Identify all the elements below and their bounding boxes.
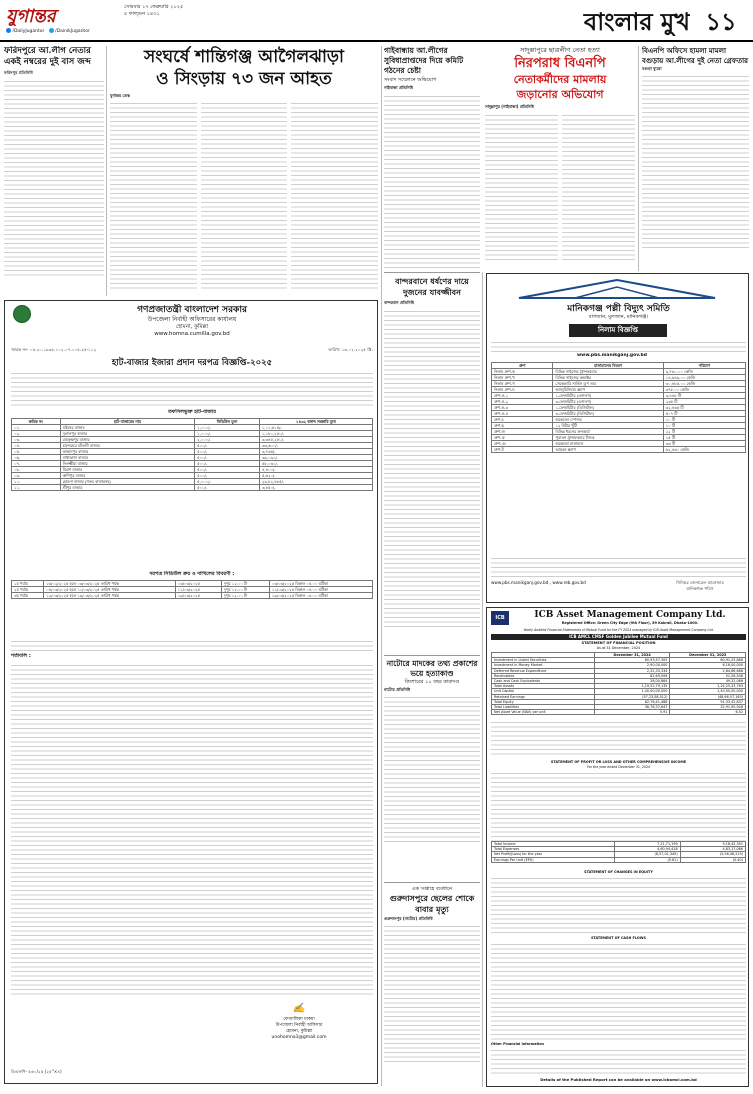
masthead bbox=[0, 0, 753, 44]
table-header: December 31, 2024 bbox=[594, 653, 670, 658]
table-cell: নিলাম গ্রুপ-ক bbox=[492, 369, 553, 375]
story-kicker: সাদুল্লাপুরে ছাত্রলীগ নেতা হত্যা bbox=[520, 46, 600, 54]
table-cell: গ্রুপ-ঙ-২ bbox=[492, 399, 553, 405]
table-cell: গ্রুপ-ঙ-৪ bbox=[492, 411, 553, 417]
table-cell: 2,90,00,000 bbox=[594, 663, 670, 668]
table-cell: নিলাম গ্রুপ-খ bbox=[492, 375, 553, 381]
cf-body bbox=[491, 942, 746, 1040]
story-sadullapur bbox=[485, 46, 635, 271]
table-cell: গ্রুপ-ঞ bbox=[492, 441, 553, 447]
table-cell: নিলাম গ্রুপ-ঘ bbox=[492, 387, 553, 393]
pl-body bbox=[491, 771, 746, 841]
table-row bbox=[12, 485, 373, 491]
table-cell: দুলালপুর বাজার bbox=[60, 431, 195, 437]
schedule-title: দরপত্র সিডিউল ক্রয় ও দাখিলের বিবরণী : bbox=[149, 571, 235, 577]
table-cell: Investment in Money Market bbox=[492, 663, 595, 668]
tender-office: উপজেলা নির্বাহী অফিসারের কার্যালয় bbox=[147, 316, 237, 323]
signature-mark: ✍ bbox=[292, 1003, 306, 1014]
table-cell: মহিষের বাজার bbox=[60, 425, 195, 431]
table-cell: ৩য় পর্যায় bbox=[12, 593, 44, 599]
table-cell: 28,00,864 bbox=[594, 679, 670, 684]
pbs-auction-notice bbox=[486, 273, 749, 603]
table-cell: ১০. bbox=[12, 479, 61, 485]
table-cell: ১১. bbox=[12, 485, 61, 491]
table-row bbox=[492, 857, 746, 862]
icb-fund: ICB AMCL CMSF Golden Jubilee Mutual Fund bbox=[491, 634, 746, 640]
table-cell: ০৫. bbox=[12, 449, 61, 455]
table-row bbox=[12, 581, 373, 587]
tender-website[interactable]: www.homna.cumilla.gov.bd bbox=[154, 331, 230, 337]
table-row bbox=[12, 587, 373, 593]
table-cell: ১১/০৩/২০২৫ বিকাল ০৪.০০ ঘটিকা bbox=[269, 587, 372, 593]
table-header: মালামালের বিবরণ bbox=[553, 363, 663, 369]
table-cell: গ্রুপ-ট bbox=[492, 447, 553, 453]
table-cell: ৩০,৪৮৫.০০ কেজি bbox=[663, 381, 745, 387]
conditions-title: শর্তাবলি : bbox=[11, 653, 31, 659]
twitter-icon bbox=[49, 28, 54, 33]
table-cell: 91,33,42,837 bbox=[670, 699, 746, 704]
table-cell: Total Liabilities bbox=[492, 705, 595, 710]
table-cell: ১ম পর্যায় bbox=[12, 581, 44, 587]
table-cell: ৩,৪৪৮ টি bbox=[663, 393, 745, 399]
other-info-body bbox=[491, 1048, 746, 1074]
table-cell: ৫০০/- bbox=[195, 485, 260, 491]
main-headline-line1: সংঘর্ষে শান্তিগঞ্জ আগৈলঝাড়া bbox=[144, 47, 344, 67]
icb-financial-statement bbox=[486, 607, 749, 1087]
story-headline: ফরিদপুরে আ.লীগ নেতার একই নম্বরের দুই বাস জব্দ bbox=[4, 46, 91, 67]
tender-date: তারিখ: ১৩.০২.২০২৫ খ্রি. bbox=[328, 347, 373, 352]
newspaper-logo: যুগান্তর bbox=[6, 6, 56, 26]
table-cell: Net Asset Value (NAV) per unit bbox=[492, 710, 595, 715]
table-cell: ০৩. bbox=[12, 437, 61, 443]
icb-name: ICB Asset Management Company Ltd. bbox=[534, 610, 726, 620]
table-cell: 2,84,66,668 bbox=[670, 668, 746, 673]
table-cell: (57,23,58,512) bbox=[594, 694, 670, 699]
issue-date: সোমবার ১৭ ফেব্রুয়ারি ২০২৫ ৫ ফাল্গুন ১৪৩১ bbox=[124, 4, 184, 17]
table-cell: Earnings Per Unit (EPU) bbox=[492, 857, 615, 862]
story-headline: বান্দরবানে ধর্ষণের দায়ে দুজনের যাবজ্জীবন bbox=[395, 276, 469, 297]
tender-list-title: তফসিলভুক্ত হাট-বাজার bbox=[168, 409, 216, 415]
story-byline: নাটোর প্রতিনিধি bbox=[384, 687, 411, 692]
table-cell: কাশিপুর বাজার bbox=[60, 473, 195, 479]
table-cell: মিরাশ বাজার bbox=[60, 467, 195, 473]
table-cell: নিলাম গ্রুপ-গ bbox=[492, 381, 553, 387]
table-cell: Unit Capital bbox=[492, 689, 595, 694]
table-cell: 4,83,17,066 bbox=[680, 847, 745, 852]
social-link-2[interactable]: /DainikJugantor bbox=[55, 29, 90, 34]
tender-place: হোমনা, কুমিল্লা bbox=[175, 324, 209, 330]
signer-place: হোমনা, কুমিল্লা bbox=[285, 1029, 313, 1034]
story-headline-l1: নিরপরাধ বিএনপি bbox=[514, 56, 606, 71]
table-cell: ০৩/০৩/২০২৫ বিকাল ০৪.০০ ঘটিকা bbox=[269, 581, 372, 587]
table-cell: রামকৃষ্ণপুর বাজার bbox=[60, 437, 195, 443]
table-cell: ০৬. bbox=[12, 455, 61, 461]
table-cell: 1,40,00,00,000 bbox=[670, 689, 746, 694]
pbs-web[interactable]: www.pbs.manikganj.gov.bd bbox=[577, 353, 647, 358]
table-cell: 2,32,33,334 bbox=[594, 668, 670, 673]
story-headline: গাইবান্ধায় আ.লীগের সুবিধাপ্রাপ্তদের দিয়ে কমিটি গঠনের চেষ্টা bbox=[384, 46, 464, 75]
table-header: ১৪৩২ বঙ্গাব্দ সরকারি মূল্য bbox=[259, 419, 372, 425]
table-cell: Total Income bbox=[492, 842, 615, 847]
table-cell: চান্দেরচর বটতলী বাজার bbox=[60, 443, 195, 449]
story-byline: গাইবান্ধা প্রতিনিধি bbox=[384, 85, 414, 90]
schedule-table bbox=[11, 580, 373, 635]
conditions-body bbox=[11, 663, 373, 998]
tender-govt-title: গণপ্রজাতন্ত্রী বাংলাদেশ সরকার bbox=[137, 305, 247, 315]
table-cell: বিভিন্ন সাইজের ট্রান্সফরমার bbox=[553, 369, 663, 375]
table-cell: ৫০০/- bbox=[195, 449, 260, 455]
table-cell: ৫০৭ টি bbox=[663, 411, 745, 417]
table-cell: আয়রন স্ক্র্যাপ bbox=[553, 447, 663, 453]
tender-heading: হাট-বাজার ইজারা প্রদান দরপত্র বিজ্ঞপ্তি-২০২৫ bbox=[111, 358, 273, 368]
sfp-as-at: As at 31 December, 2024 bbox=[596, 646, 641, 650]
table-cell: ৩৩,৬০০/- bbox=[259, 443, 372, 449]
table-cell: ১০ টি bbox=[663, 423, 745, 429]
sfp-title: STATEMENT OF FINANCIAL POSITION bbox=[581, 641, 656, 645]
icb-full-report[interactable]: Details of the Published Report can be available on www.icbamcl.com.bd bbox=[540, 1077, 697, 1082]
masthead-rule bbox=[0, 40, 753, 42]
social-links bbox=[6, 28, 266, 36]
table-cell: গ্রুপ-ছ bbox=[492, 423, 553, 429]
table-cell: অকেজো স্পেসার bbox=[553, 417, 663, 423]
table-cell: 51,26,548 bbox=[670, 673, 746, 678]
table-cell: Total Expenses bbox=[492, 847, 615, 852]
table-header: পরিমাণ bbox=[663, 363, 745, 369]
table-cell: ১২ মিটার খুঁটি bbox=[553, 423, 663, 429]
table-cell: 60,91,25,868 bbox=[670, 658, 746, 663]
story-body bbox=[4, 79, 104, 279]
table-cell: ৩-ফেজমিটার (ডিজিটাল) bbox=[553, 411, 663, 417]
story-byline: গুরুদাসপুর (নাটোর) প্রতিনিধি bbox=[384, 916, 433, 921]
table-cell: গ্রুপ-জ bbox=[492, 429, 553, 435]
table-cell: ১৪,৬৪৯.০০ কেজি bbox=[663, 375, 745, 381]
tender-notice bbox=[4, 300, 378, 1084]
signer-name: ফেআলিকা চাকমা bbox=[283, 1017, 315, 1022]
pbs-intro bbox=[491, 340, 746, 352]
table-cell: 6,16,00,000 bbox=[670, 663, 746, 668]
story-bandarban bbox=[384, 272, 480, 652]
icb-subtitle: Yearly Audited Financial Statements of Mutual Fund for the FY 2024 managed by ICB Asset Management Company Ltd. bbox=[523, 628, 714, 632]
table-cell: ১৫ টি bbox=[663, 435, 745, 441]
table-header: December 31, 2023 bbox=[670, 653, 746, 658]
cf-title: STATEMENT OF CASH FLOWS bbox=[591, 936, 646, 940]
table-cell: ০১. bbox=[12, 425, 61, 431]
table-cell: 1,24,25,33,763 bbox=[670, 684, 746, 689]
table-cell: ৩-ফেজমিটার (এনালগ) bbox=[553, 399, 663, 405]
table-cell: ০৭. bbox=[12, 461, 61, 467]
table-cell: 9,16,42,391 bbox=[680, 842, 745, 847]
table-cell: ৩২,৪৬৫ টি bbox=[663, 405, 745, 411]
table-cell: ৫০০/- bbox=[195, 443, 260, 449]
table-header: হাট-বাজারের নাম bbox=[60, 419, 195, 425]
table-cell: ৩,৩৪৫,২৫০/- bbox=[259, 437, 372, 443]
table-cell: অকেজো মালামাল bbox=[553, 441, 663, 447]
story-byline: ফরিদপুর প্রতিনিধি bbox=[4, 70, 33, 75]
story-byline: যুগান্তর ডেস্ক bbox=[110, 93, 130, 98]
table-row bbox=[492, 447, 746, 453]
table-cell: ৩৯,০৯০/- bbox=[259, 455, 372, 461]
table-cell: ৫,৬২০/- bbox=[259, 473, 372, 479]
table-cell: 32,91,90,926 bbox=[670, 705, 746, 710]
story-clashes bbox=[110, 46, 378, 296]
table-cell: ০২. bbox=[12, 431, 61, 437]
table-cell: ১০ টি bbox=[663, 417, 745, 423]
table-cell: ২২ টি bbox=[663, 429, 745, 435]
table-cell: ১,০০০/- bbox=[195, 425, 260, 431]
table-cell: 6.52 bbox=[670, 710, 746, 715]
table-cell: ১৬/০২/২০২৫ হতে ০৩/০৩/২০২৫ তারিখ পর্যন্ত bbox=[44, 581, 176, 587]
table-cell: 36,76,37,647 bbox=[594, 705, 670, 710]
pl-title: STATEMENT OF PROFIT OR LOSS AND OTHER COMPREHENSIVE INCOME bbox=[550, 760, 687, 764]
tender-market-table bbox=[11, 418, 373, 568]
story-headline-l2: নেতাকর্মীদের মামলায় bbox=[513, 73, 607, 86]
story-byline: বগুড়া ব্যুরো bbox=[642, 66, 662, 71]
table-cell: (0.61) bbox=[615, 857, 680, 862]
story-headline: বিএনপি অফিসে হামলা মামলা বগুড়ায় আ.লীগের দুই নেতা গ্রেফতার bbox=[642, 46, 749, 65]
pbs-address: বাগজান, মুলজান, মানিকগঞ্জ। bbox=[588, 314, 649, 320]
table-cell: হোমনা বাজার (গরুর বাজারসহ) bbox=[60, 479, 195, 485]
social-link-1[interactable]: /DailyJugantor bbox=[12, 29, 45, 34]
table-header: সিডিউল মূল্য bbox=[195, 419, 260, 425]
table-cell: Net Profit/(Loss) for the year bbox=[492, 852, 615, 857]
table-cell: বিভিন্ন সাইজের কন্ডাক্টর bbox=[553, 375, 663, 381]
table-cell: সেকেন্ডারি সার্ভিস ড্রপ তার bbox=[553, 381, 663, 387]
story-faridpur bbox=[4, 46, 104, 296]
table-cell: 7,21,71,199 bbox=[615, 842, 680, 847]
table-cell: 1,40,00,00,000 bbox=[594, 689, 670, 694]
sce-body bbox=[491, 876, 746, 934]
table-cell: Deferred Revenue Expenditure bbox=[492, 668, 595, 673]
signer-title: উপজেলা নির্বাহী অফিসার bbox=[275, 1023, 323, 1028]
table-cell: ৫,০০০/- bbox=[195, 479, 260, 485]
table-cell: ২,০০০/- bbox=[195, 437, 260, 443]
table-cell: ৩,৪৫০/- bbox=[259, 485, 372, 491]
table-cell: (0.40) bbox=[680, 857, 745, 862]
table-cell: ১,০০০/- bbox=[195, 431, 260, 437]
table-header: ক্রমিক নং bbox=[12, 419, 61, 425]
table-cell: গ্রুপ-ঝ bbox=[492, 435, 553, 441]
icb-address: Registered Office: Green City Edge (9th Floor), 89 Kakrail, Dhaka-1000. bbox=[561, 621, 699, 625]
table-cell: ৫০০/- bbox=[195, 467, 260, 473]
table-cell: ০৪/০৩/২০২৫ হতে ১১/০৩/২০২৫ তারিখ পর্যন্ত bbox=[44, 587, 176, 593]
main-headline-line2: ও সিংড়ায় ৭৩ জন আহত bbox=[156, 69, 332, 89]
table-cell: ২৩৫ টি bbox=[663, 399, 745, 405]
table-cell: ৩৩ টি bbox=[663, 441, 745, 447]
table-cell: Investment in Listed Securities bbox=[492, 658, 595, 663]
table-cell: 4,60,94,418 bbox=[615, 847, 680, 852]
table-cell: ১৯/০৩/২০২৫ বিকাল ০৪.০০ ঘটিকা bbox=[269, 593, 372, 599]
tender-memo: স্মারক নং- ০৫.২০.১৯৩৪.১০২.০৭.০০৪.২৫-১১২ bbox=[11, 347, 97, 352]
story-subhead: সংবাদ সম্মেলনে অভিযোগ bbox=[384, 77, 437, 83]
table-cell: পুরাতন ট্রান্সফরমার ট্যাংক bbox=[553, 435, 663, 441]
table-header: গ্রুপ bbox=[492, 363, 553, 369]
table-cell: ১২/০৩/২০২৫ হতে ১৯/০৩/২০২৫ তারিখ পর্যন্ত bbox=[44, 593, 176, 599]
signature-block bbox=[225, 1003, 373, 1063]
page-number: ১১ bbox=[705, 7, 737, 36]
table-cell: (48,66,57,163) bbox=[670, 694, 746, 699]
tender-intro bbox=[11, 371, 373, 407]
govt-logo bbox=[13, 305, 31, 323]
table-cell: নিলক্ষ্মীয়া বাজার bbox=[60, 461, 195, 467]
table-cell: ৬২,৪৬০ কেজি bbox=[663, 447, 745, 453]
table-cell: (5,56,48,219) bbox=[680, 852, 745, 857]
table-cell: শ্রীপুর বাজার bbox=[60, 485, 195, 491]
pbs-link-2[interactable]: www.reb.gov.bd bbox=[552, 580, 586, 585]
table-cell: ১,০১,৬১৫/- bbox=[259, 425, 372, 431]
dfp-code: ডিএফপি- ৫৬০/২৫ (২৫"×৪) bbox=[11, 1069, 62, 1074]
table-cell: ৫৮,০৩০/- bbox=[259, 461, 372, 467]
pbs-conditions bbox=[491, 556, 746, 578]
table-cell: ১-ফেজমিটার (ডিজিটাল) bbox=[553, 405, 663, 411]
story-gaibandha bbox=[384, 46, 480, 271]
table-cell: গ্রুপ-ঙ-১ bbox=[492, 393, 553, 399]
story-bogura bbox=[642, 46, 749, 271]
other-info-title: Other Financial Information bbox=[491, 1042, 544, 1046]
pbs-title: মানিকগঞ্জ পল্লী বিদ্যুৎ সমিতি bbox=[567, 304, 670, 313]
pbs-link-1[interactable]: www.pbs.manikganj.gov.bd bbox=[491, 580, 549, 585]
table-cell: 49,32,066 bbox=[670, 679, 746, 684]
story-byline: বান্দরবান প্রতিনিধি bbox=[384, 300, 415, 305]
icb-logo: ICB bbox=[491, 611, 509, 625]
table-cell: ৫০০/- bbox=[195, 461, 260, 467]
table-cell: ১৯/০৩/২০২৫ bbox=[175, 593, 221, 599]
pl-period: For the year ended December 31, 2024 bbox=[586, 765, 651, 769]
table-cell: Cash and Cash Equivalents bbox=[492, 679, 595, 684]
schedule-note bbox=[11, 639, 373, 651]
pbs-logo bbox=[515, 278, 719, 300]
table-cell: ৯,৭৬০.০০ কেজি bbox=[663, 369, 745, 375]
table-cell: Retained Earnings bbox=[492, 694, 595, 699]
table-cell: দুপুর ১২.০০ টা bbox=[221, 587, 269, 593]
story-natore bbox=[384, 655, 480, 880]
table-cell: ২য় পর্যায় bbox=[12, 587, 44, 593]
story-gurudaspur bbox=[384, 882, 480, 1087]
table-cell: ০৯. bbox=[12, 473, 61, 479]
signer-email[interactable]: unohomna1@gmail.com bbox=[271, 1035, 327, 1040]
table-cell: ০৩/০৩/২০২৫ bbox=[175, 581, 221, 587]
table-cell: 82,76,41,488 bbox=[594, 699, 670, 704]
story-headline: গুরুদাসপুরে ছেলের শোকে বাবার মৃত্যু bbox=[389, 893, 475, 914]
sce-title: STATEMENT OF CHANGES IN EQUITY bbox=[584, 870, 653, 874]
table-cell: ৫০০/- bbox=[195, 455, 260, 461]
table-cell: ৩৭৮.০০ কেজি bbox=[663, 387, 745, 393]
facebook-icon bbox=[6, 28, 11, 33]
icb-sfp-more bbox=[491, 720, 746, 758]
section-title: বাংলার মুখ bbox=[583, 7, 690, 36]
table-cell: অ্যালুমিনিয়াম স্ক্র্যাপ bbox=[553, 387, 663, 393]
story-subhead: কিশোরের ১০ বছর কারাদণ্ড bbox=[404, 679, 460, 685]
table-cell: গ্রুপ-চ bbox=[492, 417, 553, 423]
table-cell: ১,১৮০,২৫০/- bbox=[259, 431, 372, 437]
table-cell: দুপুর ১২.০০ টা bbox=[221, 593, 269, 599]
story-kicker: এক সপ্তাহে ব্যবধানে bbox=[411, 886, 453, 892]
table-cell: ১১/০৩/২০২৫ bbox=[175, 587, 221, 593]
story-headline: নাটোরে মাদকের তথ্য প্রকাশের ভয়ে হত্যাকাণ্ড bbox=[386, 659, 478, 678]
table-cell: মাথাভাঙ্গা বাজার bbox=[60, 455, 195, 461]
table-cell: 5.91 bbox=[594, 710, 670, 715]
table-cell: ৪,৪০০/- bbox=[259, 467, 372, 473]
table-row bbox=[492, 710, 746, 715]
table-cell: Total Assets bbox=[492, 684, 595, 689]
table-cell: গ্রুপ-ঙ-৩ bbox=[492, 405, 553, 411]
table-cell: দুপুর ১২.০০ টা bbox=[221, 581, 269, 587]
pbs-links: www.pbs.manikganj.gov.bd , www.reb.gov.bd bbox=[491, 580, 586, 585]
table-cell: ৩,৭৩৫/- bbox=[259, 449, 372, 455]
table-cell: ১-ফেজমিটার (এনালগ) bbox=[553, 393, 663, 399]
table-row bbox=[12, 593, 373, 599]
pbs-signer: সিনিয়র জেনারেল ম্যানেজার মানিকগঞ্জ পবিস bbox=[676, 580, 724, 591]
story-byline: সাদুল্লাপুর (গাইবান্ধা) প্রতিনিধি bbox=[485, 104, 534, 109]
pbs-items-table bbox=[491, 362, 746, 552]
icb-pl-table bbox=[491, 841, 746, 867]
table-cell: ০৮. bbox=[12, 467, 61, 473]
table-cell: 60,93,57,305 bbox=[594, 658, 670, 663]
story-headline-l3: জড়ানোর অভিযোগ bbox=[516, 88, 604, 101]
pbs-notice-title: নিলাম বিজ্ঞপ্তি bbox=[569, 324, 667, 337]
table-cell: ০৪. bbox=[12, 443, 61, 449]
table-cell: ২৯,৮২,৪৮৫/- bbox=[259, 479, 372, 485]
table-cell: 1,19,52,79,135 bbox=[594, 684, 670, 689]
table-cell: ৫০০/- bbox=[195, 473, 260, 479]
table-cell: বিভিন্ন ধরনের ক্রসআর্ম bbox=[553, 429, 663, 435]
table-cell: Total Equity bbox=[492, 699, 595, 704]
table-cell: Receivables bbox=[492, 673, 595, 678]
table-cell: আছাদপুর বাজার bbox=[60, 449, 195, 455]
table-cell: 82,69,006 bbox=[594, 673, 670, 678]
table-cell: (8,57,01,349) bbox=[615, 852, 680, 857]
